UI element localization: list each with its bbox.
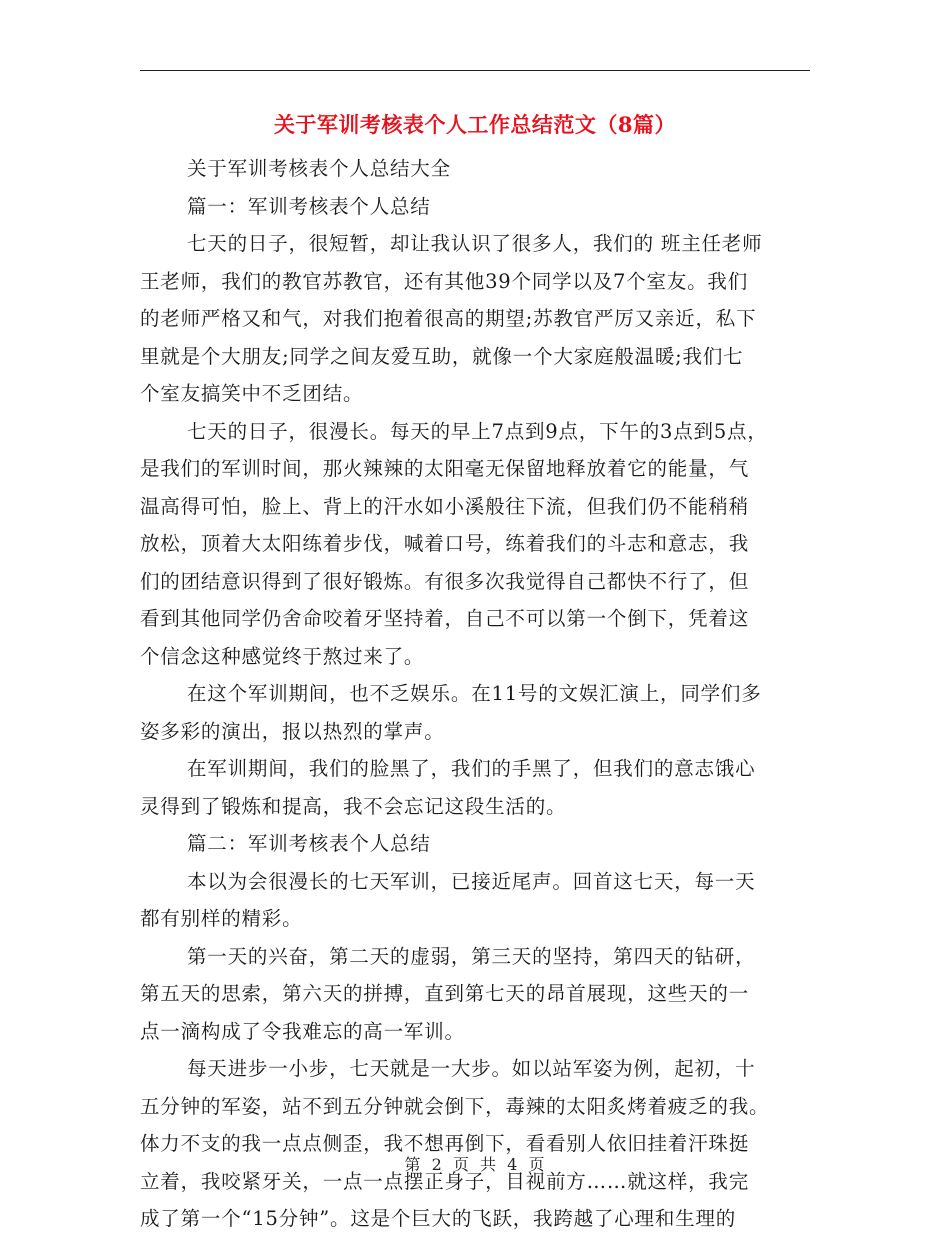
document-title: 关于军训考核表个人工作总结范文（8篇）: [273, 112, 677, 137]
footer-current-page: 2: [431, 1155, 443, 1174]
body-line: 个信念这种感觉终于熬过来了。: [140, 644, 425, 668]
body-line: 灵得到了锻炼和提高，我不会忘记这段生活的。: [140, 794, 567, 818]
body-line: 篇一：军训考核表个人总结: [187, 194, 431, 218]
body-line: 七天的日子，很漫长。每天的早上7点到9点，下午的3点到5点，: [187, 419, 768, 443]
body-line: 关于军训考核表个人总结大全: [187, 157, 451, 180]
body-line: 体力不支的我一点点侧歪，我不想再倒下，看看别人依旧挂着汗珠挺: [140, 1132, 750, 1155]
body-line: 每天进步一小步，七天就是一大步。如以站军姿为例，起初，十: [187, 1057, 756, 1080]
footer-total-unit: 页: [528, 1155, 546, 1174]
body-line: 王老师，我们的教官苏教官，还有其他39个同学以及7个室友。我们: [140, 269, 749, 293]
document-body: [140, 150, 820, 1238]
page-footer: [0, 1152, 950, 1175]
body-line: 们的团结意识得到了很好锻炼。有很多次我觉得自己都快不行了，但: [140, 569, 750, 593]
header-rule: [140, 70, 810, 71]
body-line: 篇二：军训考核表个人总结: [187, 832, 431, 855]
body-line: 第五天的思索，第六天的拼搏，直到第七天的昂首展现，这些天的一: [140, 982, 750, 1005]
footer-page-label: 第: [404, 1155, 422, 1174]
body-line: 个室友搞笑中不乏团结。: [140, 382, 364, 405]
footer-page-unit: 页: [452, 1155, 470, 1174]
body-line: 本以为会很漫长的七天军训，已接近尾声。回首这七天，每一天: [187, 869, 756, 893]
footer-total-pages: 4: [507, 1155, 519, 1174]
body-line: 看到其他同学仍舍命咬着牙坚持着，自己不可以第一个倒下，凭着这: [140, 607, 750, 630]
body-line: 都有别样的精彩。: [140, 907, 303, 930]
body-line: 成了第一个“15分钟”。这是个巨大的飞跃，我跨越了心理和生理的: [140, 1207, 737, 1230]
body-line: 在军训期间，我们的脸黑了，我们的手黑了，但我们的意志饿心: [187, 757, 756, 780]
body-line: 温高得可怕，脸上、背上的汗水如小溪般往下流，但我们仍不能稍稍: [140, 494, 750, 518]
body-line: 立着，我咬紧牙关，一点一点摆正身子，目视前方……就这样，我完: [140, 1169, 750, 1193]
body-line: 点一滴构成了令我难忘的高一军训。: [140, 1019, 465, 1043]
body-line: 的老师严格又和气，对我们抱着很高的期望;苏教官严厉又亲近，私下: [140, 307, 757, 330]
body-line: 五分钟的军姿，站不到五分钟就会倒下，毒辣的太阳炙烤着疲乏的我。: [140, 1094, 770, 1118]
body-line: 第一天的兴奋，第二天的虚弱，第三天的坚持，第四天的钻研，: [187, 944, 756, 968]
body-line: 七天的日子，很短暂，却让我认识了很多人，我们的 班主任老师: [187, 232, 763, 255]
body-line: 是我们的军训时间，那火辣辣的太阳毫无保留地释放着它的能量，气: [140, 457, 750, 480]
body-line: 在这个军训期间，也不乏娱乐。在11号的文娱汇演上，同学们多: [187, 682, 762, 705]
body-line: 里就是个大朋友;同学之间友爱互助，就像一个大家庭般温暖;我们七: [140, 344, 744, 368]
body-line: 姿多彩的演出，报以热烈的掌声。: [140, 719, 445, 743]
body-line: 放松，顶着大太阳练着步伐，喊着口号，练着我们的斗志和意志，我: [140, 532, 750, 555]
footer-total-label: 共: [480, 1155, 498, 1174]
